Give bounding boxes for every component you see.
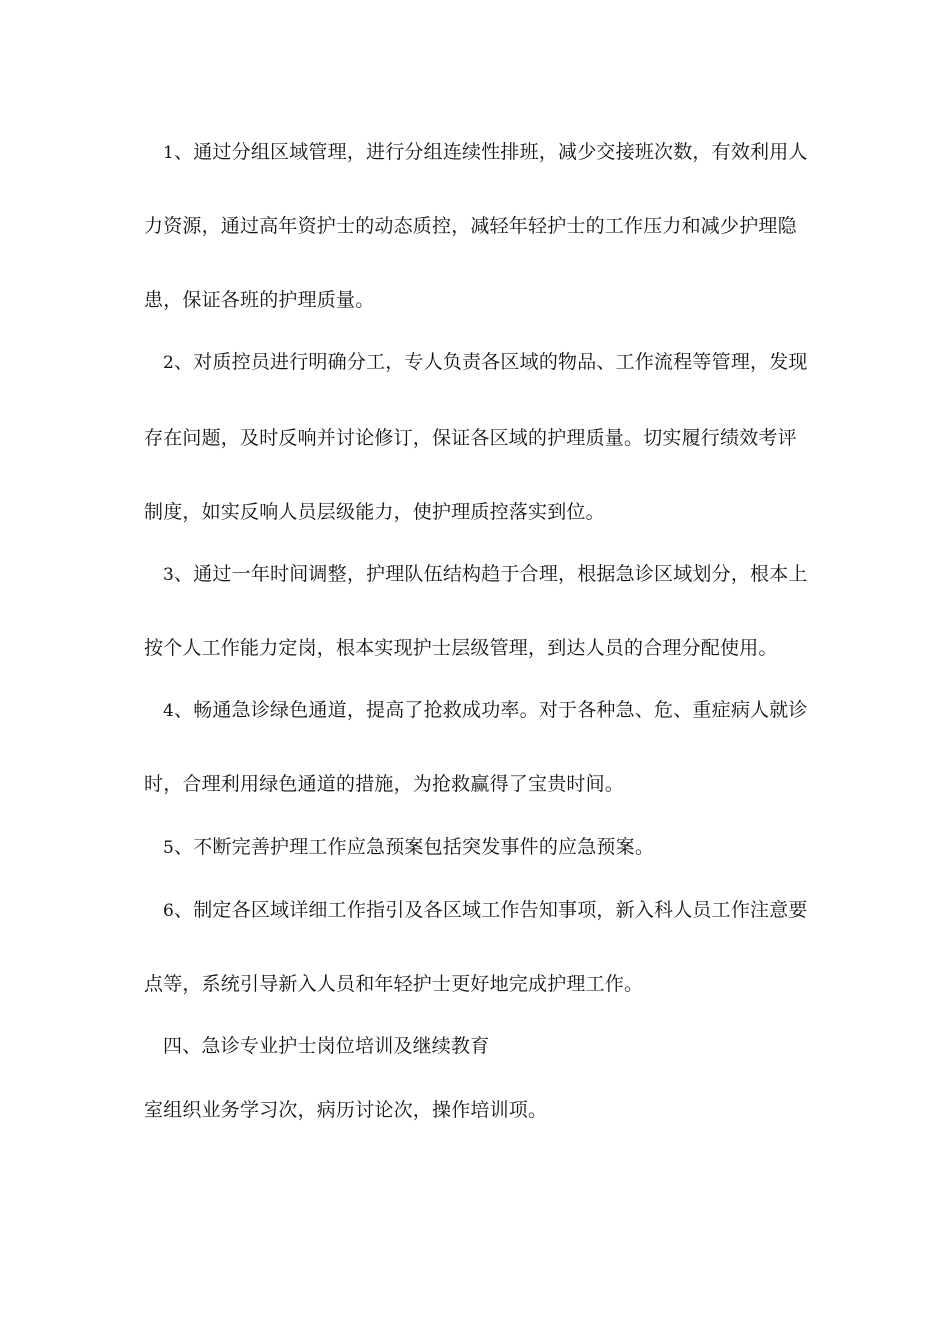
item-text: 、不断完善护理工作应急预案包括突发事件的应急预案。 (174, 836, 655, 858)
item-2-line-3: 制度，如实反响人员层级能力，使护理质控落实到位。 (144, 501, 605, 523)
item-text: 、对质控员进行明确分工，专人负责各区域的物品、工作流程等管理，发现 (174, 351, 808, 373)
item-3-line-2: 按个人工作能力定岗，根本实现护士层级管理，到达人员的合理分配使用。 (144, 637, 778, 659)
item-2-line-1 (163, 350, 843, 375)
item-text: 、制定各区域详细工作指引及各区域工作告知事项，新入科人员工作注意要 (174, 899, 808, 921)
item-text: 、通过分组区域管理，进行分组连续性排班，减少交接班次数，有效利用人 (174, 141, 808, 163)
item-number: 3 (163, 565, 175, 585)
item-2-line-2: 存在问题，及时反响并讨论修订，保证各区域的护理质量。切实履行绩效考评 (144, 427, 797, 449)
item-3-line-1 (163, 562, 843, 587)
item-5-line-1 (163, 835, 843, 860)
body-text-line: 室组织业务学习次，病历讨论次，操作培训项。 (144, 1099, 548, 1121)
item-text: 、畅通急诊绿色通道，提高了抢救成功率。对于各种急、危、重症病人就诊 (174, 699, 808, 721)
section-heading: 四、急诊专业护士岗位培训及继续教育 (163, 1035, 490, 1057)
item-number: 2 (163, 353, 175, 373)
item-1-line-3: 患，保证各班的护理质量。 (144, 289, 375, 311)
item-6-line-1 (163, 898, 843, 923)
item-number: 6 (163, 901, 175, 921)
item-1-line-1 (163, 140, 843, 165)
item-number: 5 (163, 838, 175, 858)
item-6-line-2: 点等，系统引导新入人员和年轻护士更好地完成护理工作。 (144, 973, 644, 995)
item-4-line-2: 时，合理利用绿色通道的措施，为抢救赢得了宝贵时间。 (144, 773, 625, 795)
item-number: 4 (163, 701, 175, 721)
item-number: 1 (163, 143, 175, 163)
item-text: 、通过一年时间调整，护理队伍结构趋于合理，根据急诊区域划分，根本上 (174, 563, 808, 585)
item-1-line-2: 力资源，通过高年资护士的动态质控，减轻年轻护士的工作压力和减少护理隐 (144, 215, 797, 237)
item-4-line-1 (163, 698, 843, 723)
